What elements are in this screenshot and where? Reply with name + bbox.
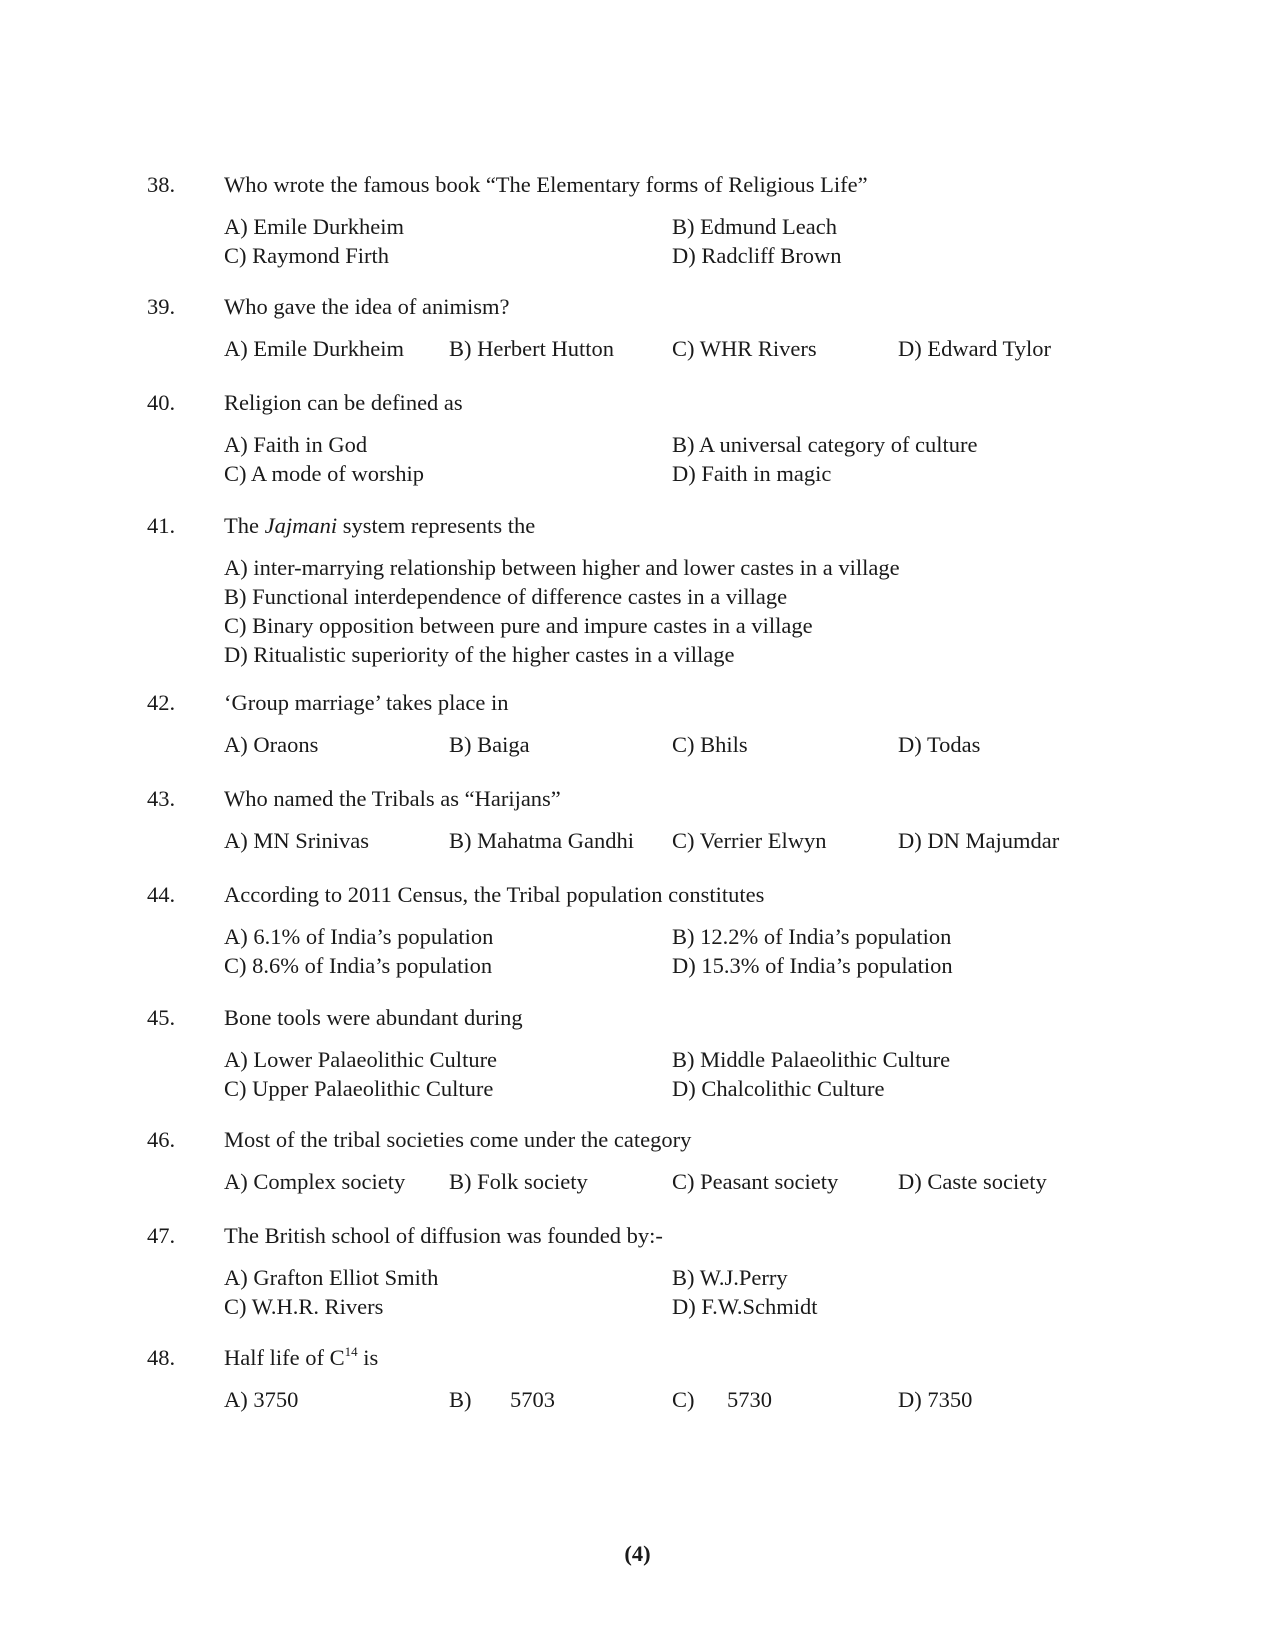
- option-c: C) Upper Palaeolithic Culture: [224, 1076, 494, 1101]
- option-c: C) A mode of worship: [224, 461, 424, 486]
- option-b: B) Herbert Hutton: [449, 336, 614, 361]
- option-d: D) Edward Tylor: [898, 336, 1051, 361]
- option-c: C) Raymond Firth: [224, 243, 390, 268]
- superscript: 14: [344, 1344, 358, 1359]
- option-d: D) DN Majumdar: [898, 828, 1060, 853]
- option-c: C) Peasant society: [672, 1169, 839, 1194]
- option-a: A) inter-marrying relationship between higher and lower castes in a village: [224, 555, 900, 580]
- option-c: C) Binary opposition between pure and impure castes in a village: [224, 613, 813, 638]
- option-c: C) WHR Rivers: [672, 336, 817, 361]
- option-d: D) 7350: [898, 1387, 973, 1412]
- option-a: A) Faith in God: [224, 432, 368, 457]
- question-text: The British school of diffusion was founded by:-: [224, 1223, 663, 1248]
- option-a: A) MN Srinivas: [224, 828, 369, 853]
- question-number: 38.: [147, 172, 176, 197]
- question-text-start: Half life of C: [224, 1345, 345, 1370]
- option-a: A) 3750: [224, 1387, 299, 1412]
- question-number: 48.: [147, 1345, 176, 1370]
- question-text: Who named the Tribals as “Harijans”: [224, 786, 561, 811]
- page-number: (4): [624, 1541, 651, 1566]
- question-text: Religion can be defined as: [224, 390, 463, 415]
- question-text: According to 2011 Census, the Tribal population constitutes: [224, 882, 765, 907]
- question-text-italic: Jajmani: [264, 513, 338, 538]
- question-text: [224, 1344, 379, 1370]
- option-b: B) Mahatma Gandhi: [449, 828, 634, 853]
- option-b: B) Baiga: [449, 732, 530, 757]
- question-text: Bone tools were abundant during: [224, 1005, 523, 1030]
- option-a: A) 6.1% of India’s population: [224, 924, 494, 949]
- option-c-label: C): [672, 1387, 695, 1412]
- option-b-label: B): [449, 1387, 472, 1412]
- option-d: D) Chalcolithic Culture: [672, 1076, 885, 1101]
- option-b: B) Middle Palaeolithic Culture: [672, 1047, 951, 1072]
- option-d: D) Faith in magic: [672, 461, 832, 486]
- question-text-end: is: [357, 1345, 379, 1370]
- option-d: D) Ritualistic superiority of the higher castes in a village: [224, 642, 735, 667]
- option-d: D) Radcliff Brown: [672, 243, 842, 268]
- option-a: A) Emile Durkheim: [224, 336, 404, 361]
- question-text-end: system represents the: [337, 513, 536, 538]
- question-text: Who gave the idea of animism?: [224, 294, 510, 319]
- question-number: 41.: [147, 513, 176, 538]
- option-c-value: 5730: [727, 1387, 772, 1412]
- option-d: D) Todas: [898, 732, 981, 757]
- option-c: C) W.H.R. Rivers: [224, 1294, 384, 1319]
- question-number: 40.: [147, 390, 176, 415]
- option-b: B) 12.2% of India’s population: [672, 924, 952, 949]
- question-number: 42.: [147, 690, 176, 715]
- question-number: 43.: [147, 786, 176, 811]
- option-b: B) A universal category of culture: [672, 432, 978, 457]
- option-a: A) Complex society: [224, 1169, 406, 1194]
- question-number: 45.: [147, 1005, 176, 1030]
- question-text: ‘Group marriage’ takes place in: [224, 690, 509, 715]
- question-number: 46.: [147, 1127, 176, 1152]
- option-c: C) Bhils: [672, 732, 748, 757]
- question-text: Who wrote the famous book “The Elementary forms of Religious Life”: [224, 172, 868, 197]
- option-d: D) Caste society: [898, 1169, 1047, 1194]
- option-d: D) F.W.Schmidt: [672, 1294, 818, 1319]
- option-b: B) Edmund Leach: [672, 214, 837, 239]
- option-b: B) W.J.Perry: [672, 1265, 788, 1290]
- option-c: C) 8.6% of India’s population: [224, 953, 493, 978]
- option-a: A) Grafton Elliot Smith: [224, 1265, 439, 1290]
- option-c: C) Verrier Elwyn: [672, 828, 827, 853]
- option-b: B) Functional interdependence of difference castes in a village: [224, 584, 788, 609]
- option-a: A) Emile Durkheim: [224, 214, 404, 239]
- option-a: A) Lower Palaeolithic Culture: [224, 1047, 498, 1072]
- question-text-start: The: [224, 513, 265, 538]
- question-number: 47.: [147, 1223, 176, 1248]
- option-a: A) Oraons: [224, 732, 319, 757]
- question-text: Most of the tribal societies come under the category: [224, 1127, 692, 1152]
- option-b-value: 5703: [510, 1387, 555, 1412]
- question-number: 39.: [147, 294, 176, 319]
- option-d: D) 15.3% of India’s population: [672, 953, 953, 978]
- option-b: B) Folk society: [449, 1169, 588, 1194]
- question-text: [224, 515, 535, 538]
- question-number: 44.: [147, 882, 176, 907]
